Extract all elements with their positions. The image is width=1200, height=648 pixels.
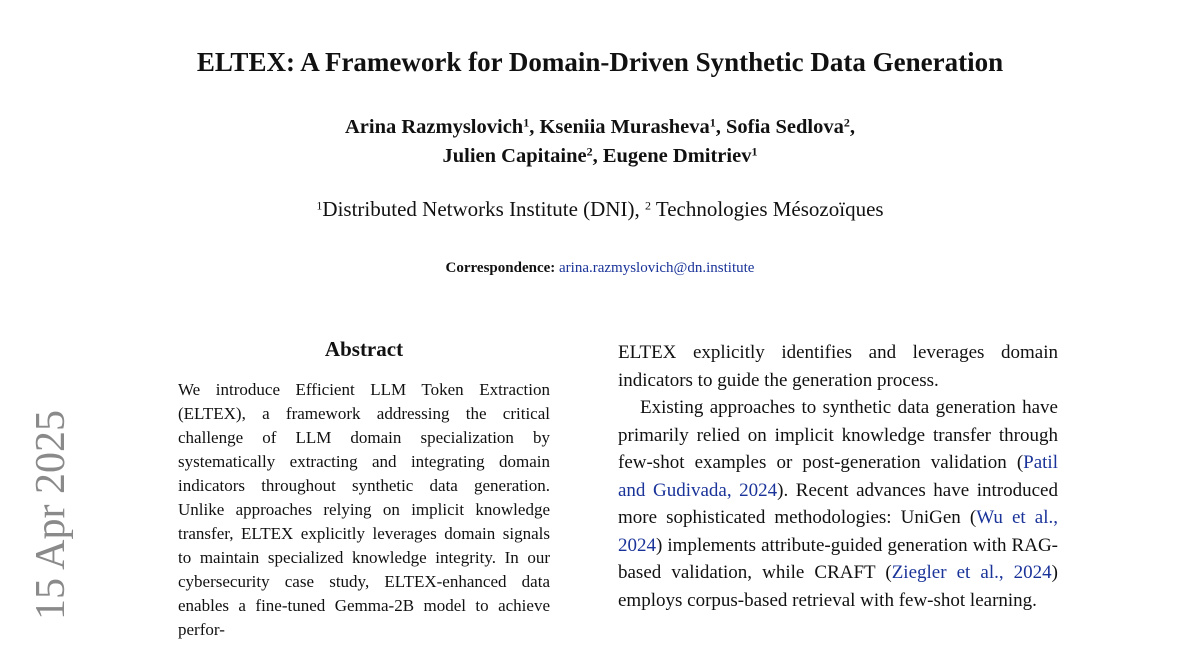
body-text-span: ) employs corpus-based retrieval with few-shot learning. — [618, 562, 1058, 611]
correspondence-label: Correspondence: — [445, 260, 556, 276]
affiliation-number: 1 — [316, 198, 323, 213]
citation-link[interactable]: Patil and Gudivada, 2024 — [618, 452, 1058, 501]
author-name: Eugene Dmitriev — [602, 145, 752, 167]
citation-link[interactable]: Ziegler et al., 2024 — [891, 562, 1052, 583]
author-name: Sofia Sedlova — [725, 116, 844, 138]
affiliation-name: Technologies Mésozoïques — [655, 197, 884, 221]
citation-link[interactable]: Wu et al., 2024 — [618, 507, 1058, 556]
author-affiliation-mark: 1 — [751, 144, 758, 159]
abstract-heading: Abstract — [324, 337, 404, 361]
author-affiliation-mark: 2 — [843, 115, 850, 130]
correspondence-email-link[interactable]: arina.razmyslovich@dn.institute — [559, 260, 755, 276]
body-text-span: ). Recent advances have introduced more sophisticated methodologies: UniGen ( — [618, 479, 1058, 528]
author-affiliation-mark: 1 — [523, 115, 530, 130]
author-name: Arina Razmyslovich — [344, 116, 524, 138]
paper-title: ELTEX: A Framework for Domain-Driven Synthetic Data Generation — [196, 47, 1004, 77]
arxiv-date-stamp: 15 Apr 2025 — [28, 410, 74, 620]
affiliation-number: 2 — [644, 198, 651, 213]
body-paragraph: ELTEX explicitly identifies and leverages domain indicators to guide the generation process. — [618, 342, 1058, 391]
affiliations: $^1$Distributed Networks Institute (DNI), $^2$ Technologies Mésozoïques — [316, 197, 884, 221]
abstract-paragraph: We introduce Efficient LLM Token Extraction (ELTEX), a framework addressing the critical challenge of LLM domain specialization by systematically extracting and integrating domain indicators throughout synthetic data generation. Unlike approaches relying on implicit knowledge transfer, ELTEX explicitly leverages domain signals to maintain specialized knowledge integrity. In our cybersecurity case study, ELTEX-enhanced data enables a fine-tuned Gemma-2B model to achieve perfor- — [178, 380, 550, 639]
author-name: Julien Capitaine — [442, 145, 587, 167]
body-text-span: Existing approaches to synthetic data generation have primarily relied on implicit knowledge transfer through few-shot examples or post-generation validation ( — [618, 397, 1058, 473]
author-affiliation-mark: 2 — [586, 144, 593, 159]
body-column-right — [618, 339, 1058, 614]
body-text-span: ) implements attribute-guided generation with RAG-based validation, while CRAFT ( — [618, 534, 1058, 583]
body-paragraph — [618, 394, 1058, 614]
author-list: Arina Razmyslovich$^1$, Kseniia Murasheva$^1$, Sofia Sedlova$^2$, Julien Capitaine$^2$, Eugene Dmitriev$^1$ — [344, 115, 856, 167]
affiliation-name: Distributed Networks Institute (DNI) — [322, 197, 635, 221]
author-name: Kseniia Murasheva — [539, 116, 710, 138]
correspondence — [0, 260, 1200, 277]
abstract-body — [178, 378, 550, 642]
author-affiliation-mark: 1 — [709, 115, 716, 130]
